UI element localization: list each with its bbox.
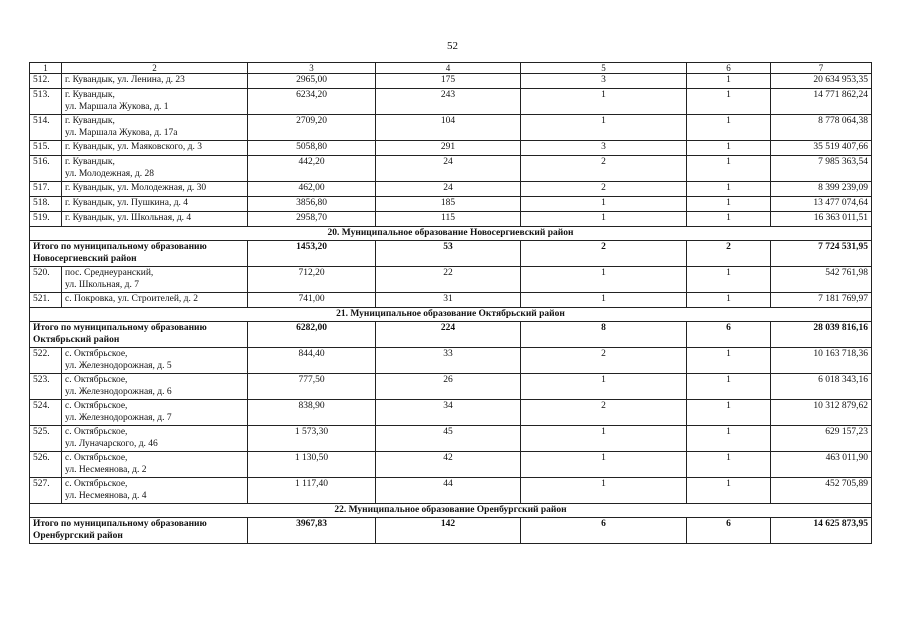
total-label <box>30 518 248 544</box>
amount-cell: 452 705,89 <box>771 478 872 504</box>
col5-cell: 2 <box>521 182 687 197</box>
col5-cell: 1 <box>521 212 687 227</box>
row-number: 524. <box>30 400 62 426</box>
col6-cell: 1 <box>687 141 771 156</box>
residents-cell: 31 <box>376 293 521 308</box>
col5-cell: 1 <box>521 374 687 400</box>
section-heading: 22. Муниципальное образование Оренбургский район <box>30 504 872 518</box>
col5-cell: 1 <box>521 267 687 293</box>
col5-cell: 2 <box>521 400 687 426</box>
col6-cell: 1 <box>687 478 771 504</box>
col5-cell: 1 <box>521 426 687 452</box>
address-cell <box>62 478 248 504</box>
text-line: пос. Среднеуранский, <box>65 268 154 278</box>
column-header: 1 <box>30 63 62 74</box>
section-heading: 20. Муниципальное образование Новосергиевский район <box>30 227 872 241</box>
amount-cell: 35 519 407,66 <box>771 141 872 156</box>
area-cell: 442,20 <box>248 156 376 182</box>
address-cell <box>62 293 248 308</box>
col6-cell: 1 <box>687 348 771 374</box>
residents-cell: 34 <box>376 400 521 426</box>
column-header: 6 <box>687 63 771 74</box>
residents-cell: 142 <box>376 518 521 544</box>
amount-cell: 7 724 531,95 <box>771 241 872 267</box>
amount-cell: 8 778 064,38 <box>771 115 872 141</box>
col5-cell: 1 <box>521 293 687 308</box>
table-row <box>30 478 872 504</box>
table-row <box>30 452 872 478</box>
address-cell <box>62 348 248 374</box>
col5-cell: 2 <box>521 156 687 182</box>
row-number: 521. <box>30 293 62 308</box>
document-table <box>29 62 872 544</box>
table-row <box>30 374 872 400</box>
residents-cell: 42 <box>376 452 521 478</box>
row-number: 525. <box>30 426 62 452</box>
text-line: г. Кувандык, ул. Пушкина, д. 4 <box>65 198 189 208</box>
column-header: 5 <box>521 63 687 74</box>
text-line: с. Октябрьское, <box>65 427 128 437</box>
table-row <box>30 267 872 293</box>
area-cell: 1 130,50 <box>248 452 376 478</box>
area-cell: 2709,20 <box>248 115 376 141</box>
text-line: г. Кувандык, <box>65 116 115 126</box>
row-number: 527. <box>30 478 62 504</box>
text-line: г. Кувандык, <box>65 90 115 100</box>
col5-cell: 1 <box>521 89 687 115</box>
area-cell: 2958,70 <box>248 212 376 227</box>
page-number: 52 <box>447 40 458 52</box>
address-cell <box>62 452 248 478</box>
amount-cell: 16 363 011,51 <box>771 212 872 227</box>
row-number: 520. <box>30 267 62 293</box>
text-line: Итого по муниципальному образованию <box>33 519 207 529</box>
total-row <box>30 322 872 348</box>
address-cell <box>62 212 248 227</box>
col5-cell: 8 <box>521 322 687 348</box>
section-heading-row <box>30 308 872 322</box>
address-cell <box>62 156 248 182</box>
text-line: Октябрьский район <box>33 335 120 345</box>
col6-cell: 1 <box>687 426 771 452</box>
text-line: г. Кувандык, <box>65 157 115 167</box>
residents-cell: 33 <box>376 348 521 374</box>
table-row <box>30 348 872 374</box>
residents-cell: 243 <box>376 89 521 115</box>
row-number: 515. <box>30 141 62 156</box>
row-number: 523. <box>30 374 62 400</box>
text-line: ул. Железнодорожная, д. 5 <box>65 361 172 371</box>
col6-cell: 6 <box>687 518 771 544</box>
address-cell <box>62 426 248 452</box>
table-row <box>30 197 872 212</box>
row-number: 514. <box>30 115 62 141</box>
text-line: с. Покровка, ул. Строителей, д. 2 <box>65 294 198 304</box>
residents-cell: 224 <box>376 322 521 348</box>
col6-cell: 1 <box>687 74 771 89</box>
address-cell <box>62 115 248 141</box>
area-cell: 844,40 <box>248 348 376 374</box>
text-line: с. Октябрьское, <box>65 349 128 359</box>
table-row <box>30 182 872 197</box>
col5-cell: 3 <box>521 141 687 156</box>
address-cell <box>62 74 248 89</box>
text-line: ул. Маршала Жукова, д. 17а <box>65 128 178 138</box>
table-row <box>30 89 872 115</box>
area-cell: 6282,00 <box>248 322 376 348</box>
area-cell: 777,50 <box>248 374 376 400</box>
amount-cell: 28 039 816,16 <box>771 322 872 348</box>
residents-cell: 185 <box>376 197 521 212</box>
table-row <box>30 74 872 89</box>
row-number: 516. <box>30 156 62 182</box>
address-cell <box>62 182 248 197</box>
amount-cell: 14 771 862,24 <box>771 89 872 115</box>
table-row <box>30 426 872 452</box>
residents-cell: 24 <box>376 182 521 197</box>
amount-cell: 7 985 363,54 <box>771 156 872 182</box>
residents-cell: 53 <box>376 241 521 267</box>
text-line: с. Октябрьское, <box>65 401 128 411</box>
area-cell: 712,20 <box>248 267 376 293</box>
col6-cell: 1 <box>687 374 771 400</box>
col6-cell: 1 <box>687 400 771 426</box>
residents-cell: 22 <box>376 267 521 293</box>
area-cell: 3967,83 <box>248 518 376 544</box>
text-line: г. Кувандык, ул. Молодежная, д. 30 <box>65 183 207 193</box>
col5-cell: 1 <box>521 115 687 141</box>
text-line: Новосергиевский район <box>33 254 137 264</box>
area-cell: 462,00 <box>248 182 376 197</box>
col6-cell: 1 <box>687 89 771 115</box>
residents-cell: 175 <box>376 74 521 89</box>
amount-cell: 14 625 873,95 <box>771 518 872 544</box>
row-number: 513. <box>30 89 62 115</box>
amount-cell: 6 018 343,16 <box>771 374 872 400</box>
amount-cell: 20 634 953,35 <box>771 74 872 89</box>
header-row <box>30 63 872 74</box>
table-row <box>30 156 872 182</box>
col6-cell: 1 <box>687 115 771 141</box>
total-row <box>30 518 872 544</box>
amount-cell: 8 399 239,09 <box>771 182 872 197</box>
area-cell: 6234,20 <box>248 89 376 115</box>
area-cell: 741,00 <box>248 293 376 308</box>
column-header: 3 <box>248 63 376 74</box>
col5-cell: 1 <box>521 478 687 504</box>
column-header: 7 <box>771 63 872 74</box>
col5-cell: 2 <box>521 241 687 267</box>
col6-cell: 1 <box>687 156 771 182</box>
amount-cell: 629 157,23 <box>771 426 872 452</box>
text-line: с. Октябрьское, <box>65 453 128 463</box>
col5-cell: 1 <box>521 452 687 478</box>
area-cell: 1 117,40 <box>248 478 376 504</box>
col6-cell: 1 <box>687 267 771 293</box>
text-line: Итого по муниципальному образованию <box>33 323 207 333</box>
text-line: г. Кувандык, ул. Ленина, д. 23 <box>65 75 185 85</box>
residents-cell: 45 <box>376 426 521 452</box>
residents-cell: 26 <box>376 374 521 400</box>
section-heading: 21. Муниципальное образование Октябрьский район <box>30 308 872 322</box>
amount-cell: 7 181 769,97 <box>771 293 872 308</box>
residents-cell: 291 <box>376 141 521 156</box>
section-heading-row <box>30 227 872 241</box>
residents-cell: 44 <box>376 478 521 504</box>
col5-cell: 3 <box>521 74 687 89</box>
col5-cell: 2 <box>521 348 687 374</box>
col6-cell: 1 <box>687 182 771 197</box>
col6-cell: 1 <box>687 197 771 212</box>
total-label <box>30 322 248 348</box>
row-number: 526. <box>30 452 62 478</box>
text-line: ул. Маршала Жукова, д. 1 <box>65 102 169 112</box>
text-line: г. Кувандык, ул. Школьная, д. 4 <box>65 213 192 223</box>
text-line: ул. Железнодорожная, д. 6 <box>65 387 172 397</box>
col5-cell: 1 <box>521 197 687 212</box>
row-number: 518. <box>30 197 62 212</box>
table-row <box>30 141 872 156</box>
text-line: ул. Несмеянова, д. 2 <box>65 465 147 475</box>
residents-cell: 24 <box>376 156 521 182</box>
text-line: Итого по муниципальному образованию <box>33 242 207 252</box>
address-cell <box>62 400 248 426</box>
col6-cell: 1 <box>687 293 771 308</box>
area-cell: 2965,00 <box>248 74 376 89</box>
table-row <box>30 212 872 227</box>
col6-cell: 6 <box>687 322 771 348</box>
row-number: 517. <box>30 182 62 197</box>
text-line: Оренбургский район <box>33 531 123 541</box>
text-line: г. Кувандык, ул. Маяковского, д. 3 <box>65 142 202 152</box>
amount-cell: 13 477 074,64 <box>771 197 872 212</box>
row-number: 519. <box>30 212 62 227</box>
col5-cell: 6 <box>521 518 687 544</box>
row-number: 512. <box>30 74 62 89</box>
area-cell: 3856,80 <box>248 197 376 212</box>
text-line: ул. Несмеянова, д. 4 <box>65 491 147 501</box>
col6-cell: 2 <box>687 241 771 267</box>
area-cell: 1 573,30 <box>248 426 376 452</box>
text-line: ул. Школьная, д. 7 <box>65 280 139 290</box>
text-line: ул. Железнодорожная, д. 7 <box>65 413 172 423</box>
address-cell <box>62 197 248 212</box>
area-cell: 838,90 <box>248 400 376 426</box>
residents-cell: 115 <box>376 212 521 227</box>
text-line: ул. Луначарского, д. 46 <box>65 439 158 449</box>
total-label <box>30 241 248 267</box>
text-line: с. Октябрьское, <box>65 375 128 385</box>
address-cell <box>62 89 248 115</box>
amount-cell: 10 312 879,62 <box>771 400 872 426</box>
row-number: 522. <box>30 348 62 374</box>
table-row <box>30 115 872 141</box>
col6-cell: 1 <box>687 212 771 227</box>
amount-cell: 463 011,90 <box>771 452 872 478</box>
table-row <box>30 400 872 426</box>
residents-cell: 104 <box>376 115 521 141</box>
area-cell: 5058,80 <box>248 141 376 156</box>
table-row <box>30 293 872 308</box>
text-line: с. Октябрьское, <box>65 479 128 489</box>
column-header: 4 <box>376 63 521 74</box>
area-cell: 1453,20 <box>248 241 376 267</box>
address-cell <box>62 141 248 156</box>
col6-cell: 1 <box>687 452 771 478</box>
amount-cell: 10 163 718,36 <box>771 348 872 374</box>
amount-cell: 542 761,98 <box>771 267 872 293</box>
address-cell <box>62 374 248 400</box>
column-header: 2 <box>62 63 248 74</box>
address-cell <box>62 267 248 293</box>
total-row <box>30 241 872 267</box>
section-heading-row <box>30 504 872 518</box>
text-line: ул. Молодежная, д. 28 <box>65 169 154 179</box>
